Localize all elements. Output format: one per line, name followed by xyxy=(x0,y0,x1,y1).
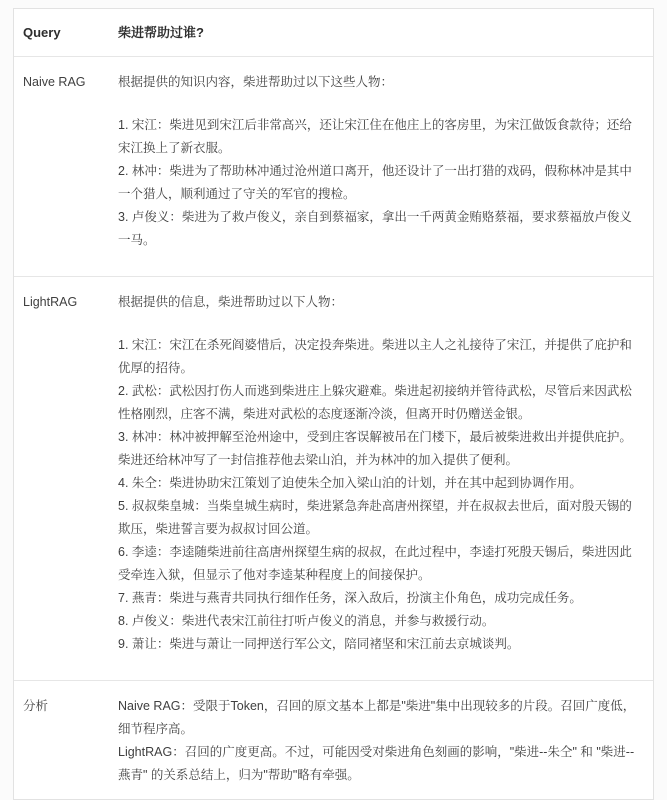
row-header-naive-rag: Naive RAG xyxy=(23,75,86,89)
row-header-query: Query xyxy=(23,25,61,40)
table-row-lightrag xyxy=(14,277,653,681)
list-item: 6. 李逵：李逵随柴进前往高唐州探望生病的叔叔，在此过程中，李逵打死殷天锡后，柴进因此受牵连入狱，但显示了他对李逵某种程度上的间接保护。 xyxy=(118,545,632,582)
list-item: 3. 卢俊义：柴进为了救卢俊义，亲自到蔡福家，拿出一千两黄金贿赂蔡福，要求蔡福放卢俊义一马。 xyxy=(118,210,632,247)
table-row-query xyxy=(14,9,653,57)
list-item: 7. 燕青：柴进与燕青共同执行细作任务，深入敌后，扮演主仆角色，成功完成任务。 xyxy=(118,591,582,605)
list-item: 8. 卢俊义：柴进代表宋江前往打听卢俊义的消息，并参与救援行动。 xyxy=(118,614,495,628)
list-item: 3. 林冲：林冲被押解至沧州途中，受到庄客误解被吊在门楼下，最后被柴进救出并提供庇护。柴进还给林冲写了一封信推荐他去梁山泊，并为林冲的加入提供了便利。 xyxy=(118,430,632,467)
row-header-lightrag: LightRAG xyxy=(23,295,78,309)
table-row-naive-rag xyxy=(14,57,653,277)
naive-rag-answer xyxy=(118,57,653,276)
rag-comparison-table xyxy=(13,8,654,800)
list-item: 5. 叔叔柴皇城：当柴皇城生病时，柴进紧急奔赴高唐州探望，并在叔叔去世后，面对殷天锡的欺压，柴进誓言要为叔叔讨回公道。 xyxy=(118,499,632,536)
list-item: 2. 武松：武松因打伤人而逃到柴进庄上躲灾避难。柴进起初接纳并管待武松，尽管后来因武松性格刚烈，庄客不满，柴进对武松的态度逐渐冷淡，但离开时仍赠送金银。 xyxy=(118,384,632,421)
analysis-lightrag: LightRAG：召回的广度更高。不过，可能因受对柴进角色刻画的影响，"柴进--朱仝" 和 "柴进--燕青" 的关系总结上，归为"帮助"略有牵强。 xyxy=(118,745,635,782)
row-header-analysis: 分析 xyxy=(23,699,49,713)
list-item: 1. 宋江：宋江在杀死阎婆惜后，决定投奔柴进。柴进以主人之礼接待了宋江，并提供了庇护和优厚的招待。 xyxy=(118,338,632,375)
analysis-text xyxy=(118,681,653,799)
lightrag-answer xyxy=(118,277,653,680)
lightrag-intro: 根据提供的信息，柴进帮助过以下人物： xyxy=(118,295,344,309)
query-text: 柴进帮助过谁? xyxy=(118,25,204,40)
list-item: 9. 萧让：柴进与萧让一同押送行军公文，陪同褚坚和宋江前去京城谈判。 xyxy=(118,637,520,651)
naive-rag-intro: 根据提供的知识内容，柴进帮助过以下这些人物： xyxy=(118,75,394,89)
list-item: 2. 林冲：柴进为了帮助林冲通过沧州道口离开，他还设计了一出打猎的戏码，假称林冲是其中一个猎人，顺利通过了守关的军官的搜检。 xyxy=(118,164,632,201)
table-row-analysis xyxy=(14,681,653,799)
analysis-naive-rag: Naive RAG：受限于Token，召回的原文基本上都是"柴进"集中出现较多的片段。召回广度低，细节程序高。 xyxy=(118,699,636,736)
list-item: 4. 朱仝：柴进协助宋江策划了迫使朱仝加入梁山泊的计划，并在其中起到协调作用。 xyxy=(118,476,582,490)
list-item: 1. 宋江：柴进见到宋江后非常高兴，还让宋江住在他庄上的客房里，为宋江做饭食款待；还给宋江换上了新衣服。 xyxy=(118,118,632,155)
